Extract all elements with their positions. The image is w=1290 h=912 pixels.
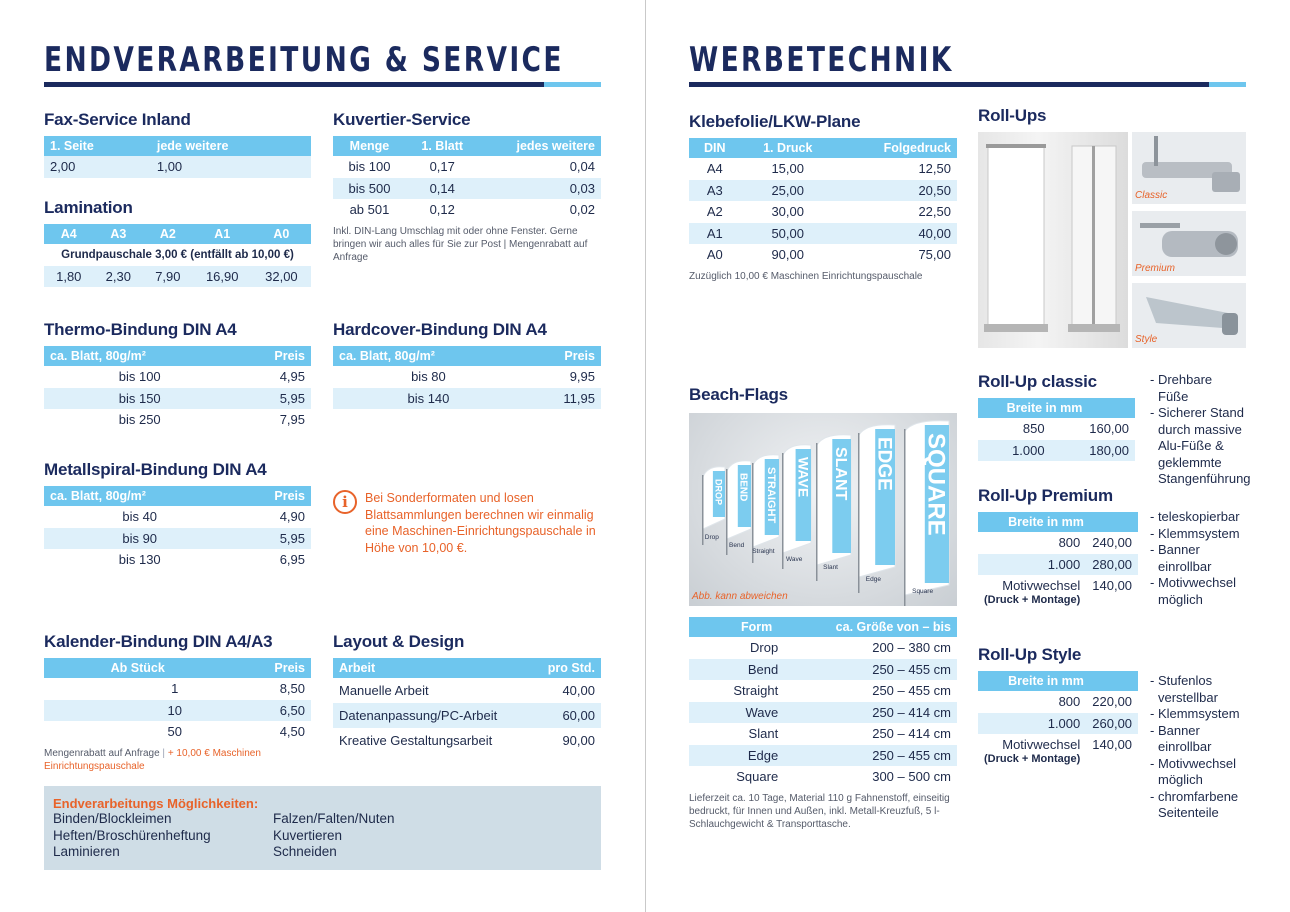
table-cell: 180,00	[1051, 440, 1135, 462]
table-cell: 140,00	[1086, 575, 1138, 611]
kuvertier-table	[333, 136, 601, 221]
table-header: Breite in mm	[978, 512, 1138, 532]
table-header: ca. Blatt, 80g/m²	[44, 486, 235, 506]
beachflags-note: Lieferzeit ca. 10 Tage, Material 110 g Fahnenstoff, einseitig bedruckt, für Innen und Außen, inkl. Metall-Kreuzfuß, 5 l-Schlauchgewicht & Transporttasche.	[689, 792, 950, 830]
beach-flag-word: EDGE	[873, 437, 895, 491]
table-cell: A4	[689, 158, 741, 180]
table-cell: bis 100	[333, 156, 406, 178]
rollup-classic-features	[1150, 372, 1251, 488]
table-cell: 250 – 455 cm	[790, 659, 957, 681]
table-header: A3	[94, 224, 144, 244]
kalender-note-discount: Mengenrabatt auf Anfrage	[44, 747, 160, 759]
table-header: ca. Blatt, 80g/m²	[333, 346, 524, 366]
table-cell: A3	[689, 180, 741, 202]
beachflags-heading-wrap	[689, 385, 788, 411]
layout-design-heading: Layout & Design	[333, 632, 465, 651]
table-cell: bis 500	[333, 178, 406, 200]
table-cell: 9,95	[524, 366, 601, 388]
caption-premium: Premium	[1135, 263, 1176, 274]
table-header: Breite in mm	[978, 398, 1135, 418]
list-item: - Drehbare Füße	[1150, 372, 1213, 404]
table-cell: 220,00	[1086, 691, 1138, 713]
table-cell	[978, 734, 1086, 770]
table-cell: Edge	[689, 745, 790, 767]
table-header: Menge	[333, 136, 406, 156]
list-item: - Banner einrollbar	[1150, 722, 1212, 754]
table-cell: 7,95	[235, 409, 311, 431]
metallspiral-block	[44, 460, 311, 571]
rollup-style-heading: Roll-Up Style	[978, 645, 1082, 664]
metallspiral-table	[44, 486, 311, 571]
beach-flag-label: Slant	[823, 564, 839, 571]
table-cell: 5,95	[235, 388, 311, 410]
options-title: Endverarbeitungs Möglichkeiten:	[53, 796, 259, 811]
table-cell: 16,90	[193, 266, 252, 288]
list-item: - Klemmsystem	[1150, 706, 1240, 721]
table-cell: A0	[689, 244, 741, 266]
table-header: Preis	[235, 486, 311, 506]
rollup-main-image	[978, 132, 1128, 348]
table-cell: 0,04	[479, 156, 601, 178]
table-cell: 5,95	[235, 528, 311, 550]
table-cell: 800	[978, 691, 1086, 713]
klebefolie-note: Zuzüglich 10,00 € Maschinen Einrichtungspauschale	[689, 270, 923, 282]
layout-design-table	[333, 658, 601, 753]
thermo-block	[44, 320, 311, 431]
motiv-sub: (Druck + Montage)	[984, 753, 1081, 765]
beach-flag-pole	[726, 469, 728, 555]
title-rule-accent	[544, 82, 601, 87]
beachflags-illustration	[689, 413, 957, 606]
table-cell: 90,00	[532, 728, 601, 753]
beach-flag-label: Edge	[865, 576, 881, 583]
beachflags-heading: Beach-Flags	[689, 385, 788, 404]
table-header: 1. Seite	[44, 136, 151, 156]
table-header: jede weitere	[151, 136, 311, 156]
thermo-table	[44, 346, 311, 431]
list-item: Kuvertieren	[273, 827, 343, 843]
list-item: Binden/Blockleimen	[53, 811, 172, 826]
table-cell: 250 – 414 cm	[790, 723, 957, 745]
table-header: Folgedruck	[835, 138, 957, 158]
motiv-sub: (Druck + Montage)	[984, 594, 1081, 606]
table-cell: 1,80	[44, 266, 94, 288]
table-cell: Manuelle Arbeit	[333, 678, 532, 703]
list-item: - teleskopierbar	[1150, 509, 1240, 524]
table-cell: 75,00	[835, 244, 957, 266]
table-header: 1. Druck	[741, 138, 835, 158]
table-cell: Kreative Gestaltungsarbeit	[333, 728, 532, 753]
table-header: ca. Blatt, 80g/m²	[44, 346, 235, 366]
table-cell: 260,00	[1086, 713, 1138, 735]
table-cell: 12,50	[835, 158, 957, 180]
rollup-style-features	[1150, 673, 1246, 822]
caption-style: Style	[1135, 334, 1158, 345]
info-notice	[333, 490, 601, 556]
table-header: Preis	[235, 346, 311, 366]
rollup-classic-block	[978, 372, 1135, 461]
table-cell: 140,00	[1086, 734, 1138, 770]
table-cell: 160,00	[1051, 418, 1135, 440]
title-rule	[689, 82, 1209, 87]
table-cell: 10	[44, 700, 232, 722]
table-header: A0	[252, 224, 311, 244]
rollup-classic-table	[978, 398, 1135, 461]
list-item: - Sicherer Stand durch massive Alu-Füße & geklemmte Stangenführung	[1150, 405, 1251, 486]
list-item: Schneiden	[273, 844, 337, 859]
table-cell: 90,00	[741, 244, 835, 266]
table-cell: bis 80	[333, 366, 524, 388]
beachflags-table	[689, 617, 957, 788]
table-cell: 250 – 455 cm	[790, 680, 957, 702]
info-text: Bei Sonderformaten und losen Blattsammlungen berechnen wir einmalig eine Maschinen-Einrichtungspauschale in Höhe von 10,00 €.	[365, 491, 596, 555]
title-rule	[44, 82, 544, 87]
right-page	[646, 0, 1290, 912]
list-item: Heften/Broschürenheftung	[53, 827, 211, 843]
table-cell: 0,12	[406, 199, 479, 221]
table-cell: 0,17	[406, 156, 479, 178]
page-title-left: ENDVERARBEITUNG & SERVICE	[44, 40, 564, 80]
table-cell: 15,00	[741, 158, 835, 180]
list-item: - chromfarbene Seitenteile	[1150, 788, 1239, 820]
table-cell: 6,50	[232, 700, 312, 722]
table-header: 1. Blatt	[406, 136, 479, 156]
beach-flag-word: SLANT	[831, 447, 849, 501]
table-cell: 250 – 455 cm	[790, 745, 957, 767]
motiv-label: Motivwechsel	[1002, 578, 1081, 593]
table-cell: Wave	[689, 702, 790, 724]
options-list	[53, 811, 592, 861]
table-header: A1	[193, 224, 252, 244]
table-header: ca. Größe von – bis	[790, 617, 957, 637]
rollups-heading-wrap	[978, 106, 1046, 132]
beach-flag-label: Square	[912, 588, 934, 595]
beach-flag-word: STRAIGHT	[764, 467, 777, 524]
finishing-options-box	[44, 786, 601, 870]
rollup-style-block	[978, 645, 1135, 770]
table-cell: A1	[689, 223, 741, 245]
motiv-label: Motivwechsel	[1002, 737, 1081, 752]
table-cell: bis 130	[44, 549, 235, 571]
kalender-note-fee: + 10,00 € Maschinen Einrichtungspauschale	[44, 747, 261, 772]
lamination-heading: Lamination	[44, 198, 133, 217]
beach-flag-label: Bend	[729, 542, 745, 549]
table-header: Form	[689, 617, 790, 637]
table-cell: 1,00	[151, 156, 311, 178]
lamination-table	[44, 224, 311, 287]
list-item: Laminieren	[53, 844, 120, 859]
table-cell: bis 40	[44, 506, 235, 528]
beach-flag-word: SQUARE	[922, 433, 950, 536]
rollup-stands-illustration	[978, 132, 1128, 348]
kalender-heading: Kalender-Bindung DIN A4/A3	[44, 632, 273, 651]
list-item: - Motivwechsel möglich	[1150, 575, 1236, 607]
klebefolie-table	[689, 138, 957, 266]
table-cell: Bend	[689, 659, 790, 681]
rollup-style-table	[978, 671, 1138, 770]
table-cell: Square	[689, 766, 790, 788]
info-icon: i	[333, 490, 357, 514]
hardcover-table	[333, 346, 601, 409]
beach-flag-label: Drop	[704, 534, 719, 541]
table-header: Preis	[232, 658, 312, 678]
rollup-classic-heading: Roll-Up classic	[978, 372, 1097, 391]
table-header: Ab Stück	[44, 658, 232, 678]
beach-flag-label: Wave	[786, 556, 803, 563]
table-cell: 50,00	[741, 223, 835, 245]
table-cell: 40,00	[835, 223, 957, 245]
table-cell: 11,95	[524, 388, 601, 410]
table-cell: 2,00	[44, 156, 151, 178]
table-cell: 0,14	[406, 178, 479, 200]
beach-flag-pole	[816, 443, 818, 581]
table-cell: bis 100	[44, 366, 235, 388]
rollup-premium-features	[1150, 509, 1246, 608]
table-cell: 30,00	[741, 201, 835, 223]
table-cell: 60,00	[532, 703, 601, 728]
beachflags-image	[689, 413, 957, 606]
table-header: jedes weitere	[479, 136, 601, 156]
table-cell: 280,00	[1086, 554, 1138, 576]
table-cell: 50	[44, 721, 232, 743]
fax-service-heading: Fax-Service Inland	[44, 110, 191, 129]
table-cell: 250 – 414 cm	[790, 702, 957, 724]
table-cell: A2	[689, 201, 741, 223]
table-cell: 40,00	[532, 678, 601, 703]
table-cell: bis 250	[44, 409, 235, 431]
table-header: A4	[44, 224, 94, 244]
table-cell: 20,50	[835, 180, 957, 202]
beach-flag-pole	[904, 429, 906, 606]
table-cell: 4,95	[235, 366, 311, 388]
table-cell: 0,02	[479, 199, 601, 221]
table-header: A2	[143, 224, 193, 244]
beachflags-table-block	[689, 617, 957, 831]
metallspiral-heading: Metallspiral-Bindung DIN A4	[44, 460, 267, 479]
rollups-heading: Roll-Ups	[978, 106, 1047, 125]
table-cell: 1.000	[978, 440, 1051, 462]
table-cell: 850	[978, 418, 1051, 440]
beach-flag-word: WAVE	[795, 457, 812, 498]
rollup-premium-table	[978, 512, 1138, 611]
klebefolie-block	[689, 112, 957, 283]
table-cell: Datenanpassung/PC-Arbeit	[333, 703, 532, 728]
beach-flag-pole	[702, 475, 704, 545]
table-cell	[978, 575, 1086, 611]
layout-design-block	[333, 632, 601, 753]
table-cell: ab 501	[333, 199, 406, 221]
beach-flag-label: Straight	[752, 548, 775, 555]
list-item: - Banner einrollbar	[1150, 542, 1212, 574]
kalender-table	[44, 658, 311, 743]
table-header: Preis	[524, 346, 601, 366]
page-title-right: WERBETECHNIK	[689, 40, 954, 80]
beach-flag-pole	[858, 433, 860, 593]
hardcover-heading: Hardcover-Bindung DIN A4	[333, 320, 547, 339]
caption-classic: Classic	[1135, 190, 1168, 201]
table-cell: Slant	[689, 723, 790, 745]
list-item: - Motivwechsel möglich	[1150, 755, 1236, 787]
table-cell: 200 – 380 cm	[790, 637, 957, 659]
table-cell: 6,95	[235, 549, 311, 571]
table-cell: 4,90	[235, 506, 311, 528]
table-cell: 25,00	[741, 180, 835, 202]
lamination-block	[44, 198, 311, 287]
table-cell: Drop	[689, 637, 790, 659]
kuvertier-note: Inkl. DIN-Lang Umschlag mit oder ohne Fenster. Gerne bringen wir auch alles für Sie zur Post | Mengenrabatt auf Anfrage	[333, 225, 588, 263]
table-cell: 1.000	[978, 554, 1086, 576]
list-item: - Klemmsystem	[1150, 525, 1240, 541]
kalender-block	[44, 632, 311, 773]
beach-flag-word: DROP	[713, 479, 724, 506]
rollup-premium-heading: Roll-Up Premium	[978, 486, 1113, 505]
kuvertier-heading: Kuvertier-Service	[333, 110, 471, 129]
table-cell: bis 150	[44, 388, 235, 410]
table-cell: 32,00	[252, 266, 311, 288]
table-cell: 8,50	[232, 678, 312, 700]
table-cell: 0,03	[479, 178, 601, 200]
fax-service-table	[44, 136, 311, 178]
table-header: pro Std.	[532, 658, 601, 678]
table-cell: Straight	[689, 680, 790, 702]
separator: |	[162, 747, 166, 759]
table-header: Breite in mm	[978, 671, 1138, 691]
rollup-premium-block	[978, 486, 1135, 611]
beach-flag-word: BEND	[737, 473, 749, 502]
thermo-heading: Thermo-Bindung DIN A4	[44, 320, 237, 339]
beachflags-image-caption: Abb. kann abweichen	[692, 591, 788, 602]
lamination-base-fee: Grundpauschale 3,00 € (entfällt ab 10,00 €)	[44, 244, 311, 266]
table-cell: 1.000	[978, 713, 1086, 735]
list-item: - Stufenlos verstellbar	[1150, 673, 1218, 705]
beach-flag-pole	[782, 453, 784, 569]
table-cell: 1	[44, 678, 232, 700]
title-rule-accent	[1209, 82, 1246, 87]
table-cell: bis 90	[44, 528, 235, 550]
table-cell: 800	[978, 532, 1086, 554]
table-cell: 7,90	[143, 266, 193, 288]
list-item: Falzen/Falten/Nuten	[273, 811, 395, 826]
table-header: Arbeit	[333, 658, 532, 678]
hardcover-block	[333, 320, 601, 409]
table-cell: 240,00	[1086, 532, 1138, 554]
table-cell: 4,50	[232, 721, 312, 743]
klebefolie-heading: Klebefolie/LKW-Plane	[689, 112, 861, 131]
kalender-note	[44, 747, 311, 773]
table-cell: 300 – 500 cm	[790, 766, 957, 788]
table-header: DIN	[689, 138, 741, 158]
fax-service-block	[44, 110, 311, 178]
table-cell: bis 140	[333, 388, 524, 410]
table-cell: 2,30	[94, 266, 144, 288]
table-cell: 22,50	[835, 201, 957, 223]
kuvertier-block	[333, 110, 601, 264]
